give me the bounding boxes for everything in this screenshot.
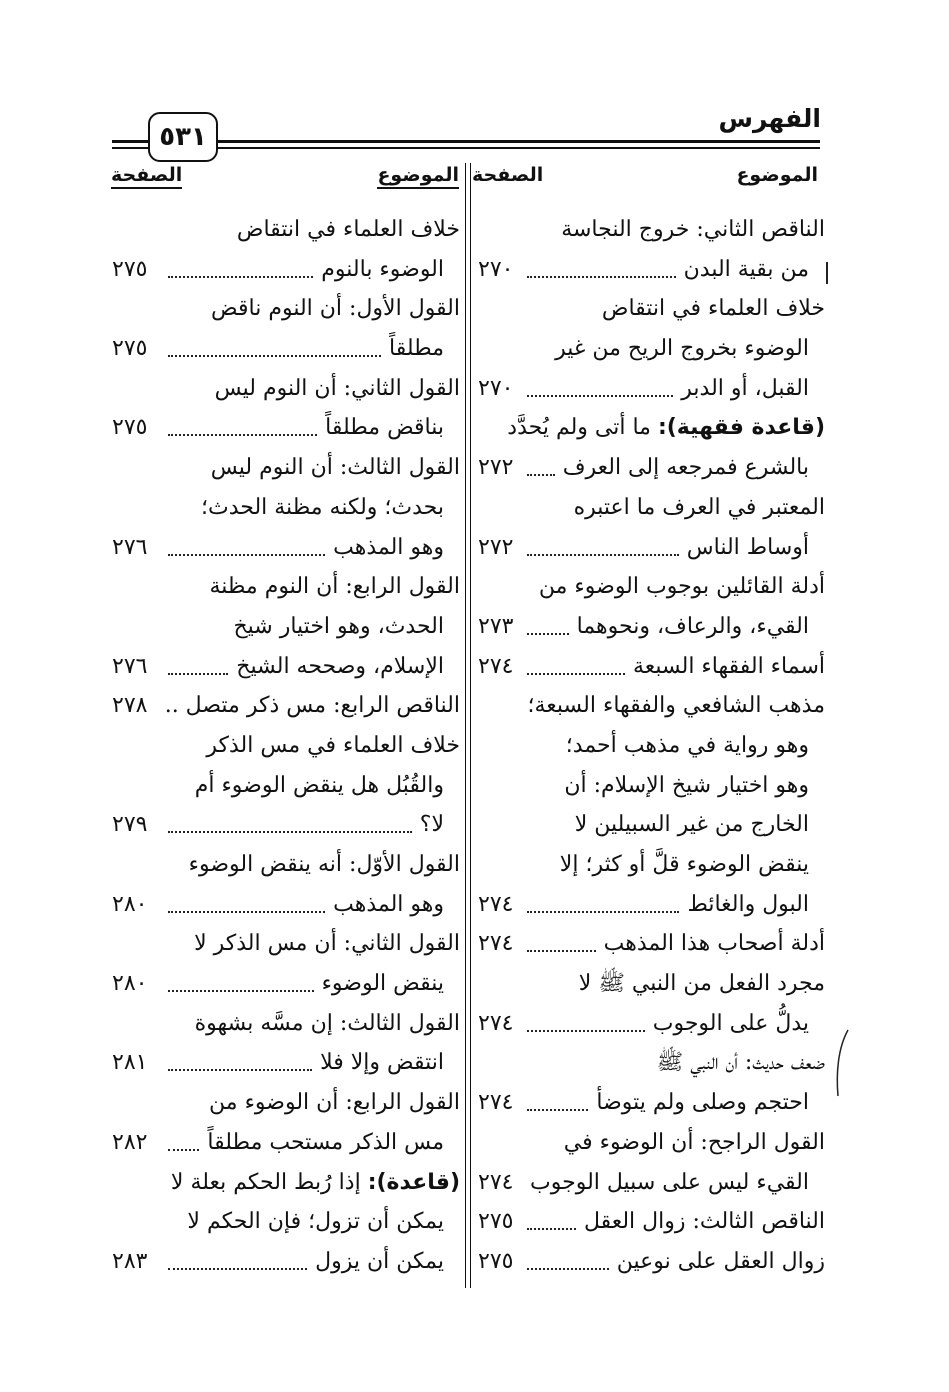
entry-text: [528, 690, 826, 722]
entry-text: [563, 452, 809, 484]
index-entry: [475, 252, 825, 292]
entry-page-number: ٢٧٠: [478, 375, 514, 401]
entry-label: القبل، أو الدبر: [681, 375, 809, 401]
index-entry: [108, 331, 460, 371]
index-entry: [475, 926, 825, 966]
index-entry: [475, 1204, 825, 1244]
entry-text: [201, 492, 444, 524]
column-divider-2: [470, 163, 471, 1288]
index-entry: [108, 291, 460, 331]
index-entry: [108, 887, 460, 927]
dot-leader: [168, 1268, 307, 1270]
entry-label: القول الرابع: أن النوم مظنة: [209, 574, 460, 600]
entry-label: المعتبر في العرف ما اعتبره: [573, 494, 825, 520]
entry-label: القول الراجح: أن الوضوء في: [563, 1129, 825, 1155]
entry-label: وهو المذهب: [333, 534, 444, 560]
entry-text: [681, 373, 809, 405]
entry-label: البول والغائط: [687, 891, 809, 917]
entry-text: [596, 1087, 809, 1119]
dot-leader: [527, 911, 679, 913]
index-title: الفهرس: [718, 104, 821, 133]
entry-label: لا؟: [419, 812, 444, 838]
entry-label: القول الرابع: أن الوضوء من: [209, 1090, 460, 1116]
entry-label: يدلُّ على الوجوب: [652, 1010, 809, 1036]
dot-leader: [168, 554, 325, 556]
index-entry: [108, 1165, 460, 1205]
entry-label: إذا رُبط الحكم بعلة لا: [170, 1169, 368, 1195]
index-entry: [108, 966, 460, 1006]
entry-text: [194, 928, 460, 960]
dot-leader: [527, 276, 676, 278]
index-entry: [108, 530, 460, 570]
entry-page-number: ٢٧٤: [478, 931, 514, 957]
entry-label: القول الثاني: أن مس الذكر لا: [194, 931, 460, 957]
entry-label: أوساط الناس: [686, 534, 809, 560]
index-entry: [108, 1244, 460, 1284]
margin-curve-mark: [832, 1028, 852, 1098]
entry-text: [165, 690, 460, 722]
page-number: ٥٣١: [159, 122, 207, 152]
entry-text: [333, 889, 444, 921]
entry-page-number: ٢٧٥: [478, 1209, 514, 1235]
entry-label: الوضوء بالنوم: [321, 256, 444, 282]
entry-page-number: ٢٨٠: [112, 891, 148, 917]
entry-text: [564, 1127, 825, 1159]
entry-text: [209, 1087, 460, 1119]
entry-label: القول الثالث: إن مسَّه بشهوة: [194, 1010, 460, 1036]
index-entry: [475, 807, 825, 847]
index-entry: [475, 530, 825, 570]
entry-label-bold: (قاعدة فقهية):: [657, 415, 825, 441]
index-entry: [475, 371, 825, 411]
dot-leader: [168, 1069, 312, 1071]
entry-label: خلاف العلماء في مس الذكر: [206, 732, 460, 758]
index-entry: [108, 410, 460, 450]
entry-label: مطلقاً: [389, 336, 444, 362]
entry-page-number: ٢٧٤: [478, 653, 514, 679]
entry-page-number: ٢٨٢: [112, 1129, 148, 1155]
margin-tick-mark: [826, 262, 828, 284]
entry-label: القول الأول: أن النوم ناقض: [211, 296, 460, 322]
index-entry: [475, 1085, 825, 1125]
entry-page-number: ٢٧٢: [478, 534, 514, 560]
index-entry: [475, 331, 825, 371]
entry-text: [215, 373, 460, 405]
entry-label: الخارج من غير السبيلين لا: [574, 812, 809, 838]
entry-text: [653, 1008, 809, 1040]
index-entry: [108, 252, 460, 292]
index-entry: [108, 728, 460, 768]
entry-label: خلاف العلماء في انتقاض: [236, 217, 460, 242]
dot-leader: [527, 474, 555, 476]
entry-page-number: ٢٧٢: [478, 455, 514, 481]
index-entry: [475, 1045, 825, 1085]
entry-text: [564, 770, 809, 802]
entry-page-number: ٢٧٦: [112, 653, 148, 679]
index-entry: [475, 212, 825, 252]
entry-label: والقُبُل هل ينقض الوضوء أم: [194, 772, 444, 798]
entry-text: [633, 651, 825, 683]
entry-text: [320, 1047, 444, 1079]
dot-leader: [168, 276, 313, 278]
entry-label: انتقض وإلا فلا: [320, 1050, 444, 1076]
index-entry: [108, 490, 460, 530]
entry-text: [574, 492, 825, 524]
entry-text: [325, 412, 444, 444]
index-entry: [108, 1045, 460, 1085]
entry-page-number: ٢٧٤: [478, 891, 514, 917]
index-entry: [475, 569, 825, 609]
entry-text: [420, 809, 444, 841]
entry-label: أدلة القائلين بوجوب الوضوء من: [538, 574, 825, 600]
entry-text: [211, 452, 460, 484]
index-entry: [108, 1085, 460, 1125]
entry-text: [566, 730, 809, 762]
dot-leader: [527, 1109, 588, 1111]
right-index-column: [475, 212, 825, 1284]
entry-text: [687, 532, 809, 564]
entry-text: [657, 1047, 825, 1079]
entry-label: يمكن أن تزول؛ فإن الحكم لا: [187, 1209, 444, 1235]
entry-label: بناقض مطلقاً: [325, 415, 444, 441]
entry-label: ما أتى ولم يُحدَّد: [507, 415, 658, 441]
entry-label: خلاف العلماء في انتقاض: [601, 296, 825, 322]
index-entry: [108, 1006, 460, 1046]
index-entry: [475, 1244, 825, 1284]
entry-text: [171, 1167, 460, 1199]
entry-text: [237, 214, 460, 246]
entry-text: [195, 770, 444, 802]
entry-text: [321, 254, 444, 286]
entry-text: [206, 730, 460, 762]
entry-label: ينقض الوضوء قلَّ أو كثر؛ إلا: [559, 852, 809, 877]
entry-text: [236, 651, 444, 683]
dot-leader: [168, 355, 381, 357]
dot-leader: [527, 673, 625, 675]
column-divider: [465, 163, 466, 1288]
entry-text: [561, 214, 825, 246]
entry-label: الناقص الرابع: مس ذكر متصل ..: [164, 693, 460, 719]
entry-page-number: ٢٨٣: [112, 1248, 148, 1274]
index-entry: [108, 569, 460, 609]
entry-text: [389, 333, 444, 365]
header-rule-right-thin: [214, 147, 820, 149]
entry-label: القول الثالث: أن النوم ليس: [210, 455, 460, 481]
dot-leader: [527, 395, 673, 397]
entry-text: [211, 293, 460, 325]
entry-label: القيء ليس على سبيل الوجوب: [530, 1169, 809, 1195]
entry-label: بحدث؛ ولكنه مظنة الحدث؛: [201, 494, 444, 520]
left-page-heading: الصفحة: [111, 164, 182, 189]
index-entry: [475, 966, 825, 1006]
dot-leader: [168, 434, 317, 436]
entry-page-number: ٢٧٨: [112, 693, 148, 719]
index-entry: [108, 1204, 460, 1244]
entry-text: [579, 968, 825, 1000]
entry-label: القول الثاني: أن النوم ليس: [214, 375, 460, 401]
entry-label: احتجم وصلى ولم يتوضأ: [596, 1090, 809, 1116]
entry-label: يمكن أن يزول: [315, 1248, 444, 1274]
dot-leader: [527, 1030, 645, 1032]
index-entry: [475, 410, 825, 450]
entry-page-number: ٢٧٥: [112, 415, 148, 441]
header-rule-left-thin: [112, 147, 148, 149]
entry-text: [617, 1246, 825, 1278]
index-entry: [475, 728, 825, 768]
index-entry: [475, 847, 825, 887]
entry-label: الناقص الثاني: خروج النجاسة: [561, 217, 825, 242]
entry-page-number: ٢٧٦: [112, 534, 148, 560]
dot-leader: [168, 673, 228, 675]
index-entry: [475, 609, 825, 649]
entry-label: الناقص الثالث: زوال العقل: [583, 1209, 825, 1235]
index-entry: [108, 450, 460, 490]
dot-leader: [527, 1228, 576, 1230]
index-entry: [108, 688, 460, 728]
dot-leader: [527, 554, 679, 556]
entry-page-number: ٢٧٥: [112, 336, 148, 362]
entry-text: [195, 1008, 460, 1040]
header-rule-right-thick: [214, 140, 820, 143]
index-entry: [108, 768, 460, 808]
entry-page-number: ٢٧٠: [478, 256, 514, 282]
entry-label: أسماء الفقهاء السبعة: [632, 653, 825, 679]
dot-leader: [168, 990, 314, 992]
entry-text: [604, 928, 825, 960]
dot-leader: [168, 911, 325, 913]
entry-page-number: ٢٧٣: [478, 613, 514, 639]
index-entry: [108, 212, 460, 252]
entry-text: [315, 1246, 444, 1278]
entry-text: [684, 254, 809, 286]
entry-label: الإسلام، وصححه الشيخ: [236, 653, 444, 679]
dot-leader: [527, 950, 596, 952]
entry-text: [539, 571, 825, 603]
index-entry: [108, 609, 460, 649]
entry-label: ينقض الوضوء: [321, 971, 444, 997]
entry-page-number: ٢٧٤: [478, 1010, 514, 1036]
index-entry: [475, 490, 825, 530]
entry-label: القيء، والرعاف، ونحوهما: [576, 613, 809, 639]
entry-text: [209, 571, 460, 603]
entry-text: [602, 293, 825, 325]
entry-text: [189, 849, 460, 881]
dot-leader: [527, 633, 569, 635]
dot-leader: [527, 1268, 609, 1270]
index-entry: [475, 688, 825, 728]
page-number-box: [148, 112, 218, 162]
entry-text: [322, 968, 444, 1000]
entry-text: [187, 1206, 444, 1238]
entry-text: [687, 889, 809, 921]
index-entry: [108, 371, 460, 411]
entry-label: وهو المذهب: [333, 891, 444, 917]
entry-label: زوال العقل على نوعين: [616, 1248, 825, 1274]
index-entry: [108, 926, 460, 966]
index-entry: [475, 1125, 825, 1165]
entry-label: مجرد الفعل من النبي ﷺ لا: [578, 971, 825, 997]
index-entry: [475, 1006, 825, 1046]
header-rule-left-thick: [112, 140, 148, 143]
entry-text: [507, 412, 825, 444]
entry-label: ضعف حديث: أن النبي ﷺ: [656, 1050, 825, 1076]
entry-page-number: ٢٧٥: [112, 256, 148, 282]
entry-label: الحدث، وهو اختيار شيخ: [233, 613, 444, 639]
left-topic-heading: الموضوع: [377, 164, 459, 189]
entry-text: [530, 1167, 809, 1199]
entry-text: [233, 611, 444, 643]
entry-label: مس الذكر مستحب مطلقاً: [207, 1129, 444, 1155]
entry-page-number: ٢٧٩: [112, 812, 148, 838]
index-entry: [108, 847, 460, 887]
entry-text: [555, 333, 809, 365]
index-entry: [475, 450, 825, 490]
right-topic-heading: الموضوع: [736, 164, 818, 186]
dot-leader: [168, 1149, 199, 1151]
entry-label: وهو رواية في مذهب أحمد؛: [565, 732, 809, 758]
entry-label: مذهب الشافعي والفقهاء السبعة؛: [527, 693, 825, 719]
entry-label-bold: (قاعدة):: [367, 1169, 460, 1195]
index-entry: [475, 291, 825, 331]
entry-text: [584, 1206, 825, 1238]
index-entry: [108, 807, 460, 847]
index-entry: [475, 887, 825, 927]
index-entry: [475, 1165, 825, 1205]
dot-leader: [168, 831, 412, 833]
entry-text: [577, 611, 809, 643]
entry-text: [207, 1127, 444, 1159]
entry-page-number: ٢٨١: [112, 1050, 148, 1076]
entry-label: وهو اختيار شيخ الإسلام: أن: [564, 772, 809, 798]
entry-page-number: ٢٨٠: [112, 971, 148, 997]
index-entry: [475, 768, 825, 808]
left-index-column: [108, 212, 460, 1284]
entry-label: القول الأوّل: أنه ينقض الوضوء: [188, 852, 460, 877]
entry-label: من بقية البدن: [683, 256, 809, 282]
entry-page-number: ٢٧٤: [478, 1090, 514, 1116]
index-entry: [475, 649, 825, 689]
entry-label: أدلة أصحاب هذا المذهب: [603, 931, 825, 957]
index-entry: [108, 1125, 460, 1165]
entry-page-number: ٢٧٤: [478, 1169, 514, 1195]
entry-label: الوضوء بخروج الريح من غير: [555, 336, 809, 362]
entry-page-number: ٢٧٥: [478, 1248, 514, 1274]
entry-label: بالشرع فمرجعه إلى العرف: [562, 455, 809, 481]
entry-text: [560, 849, 809, 881]
entry-text: [575, 809, 809, 841]
right-page-heading: الصفحة: [472, 164, 544, 186]
entry-text: [333, 532, 444, 564]
index-entry: [108, 649, 460, 689]
